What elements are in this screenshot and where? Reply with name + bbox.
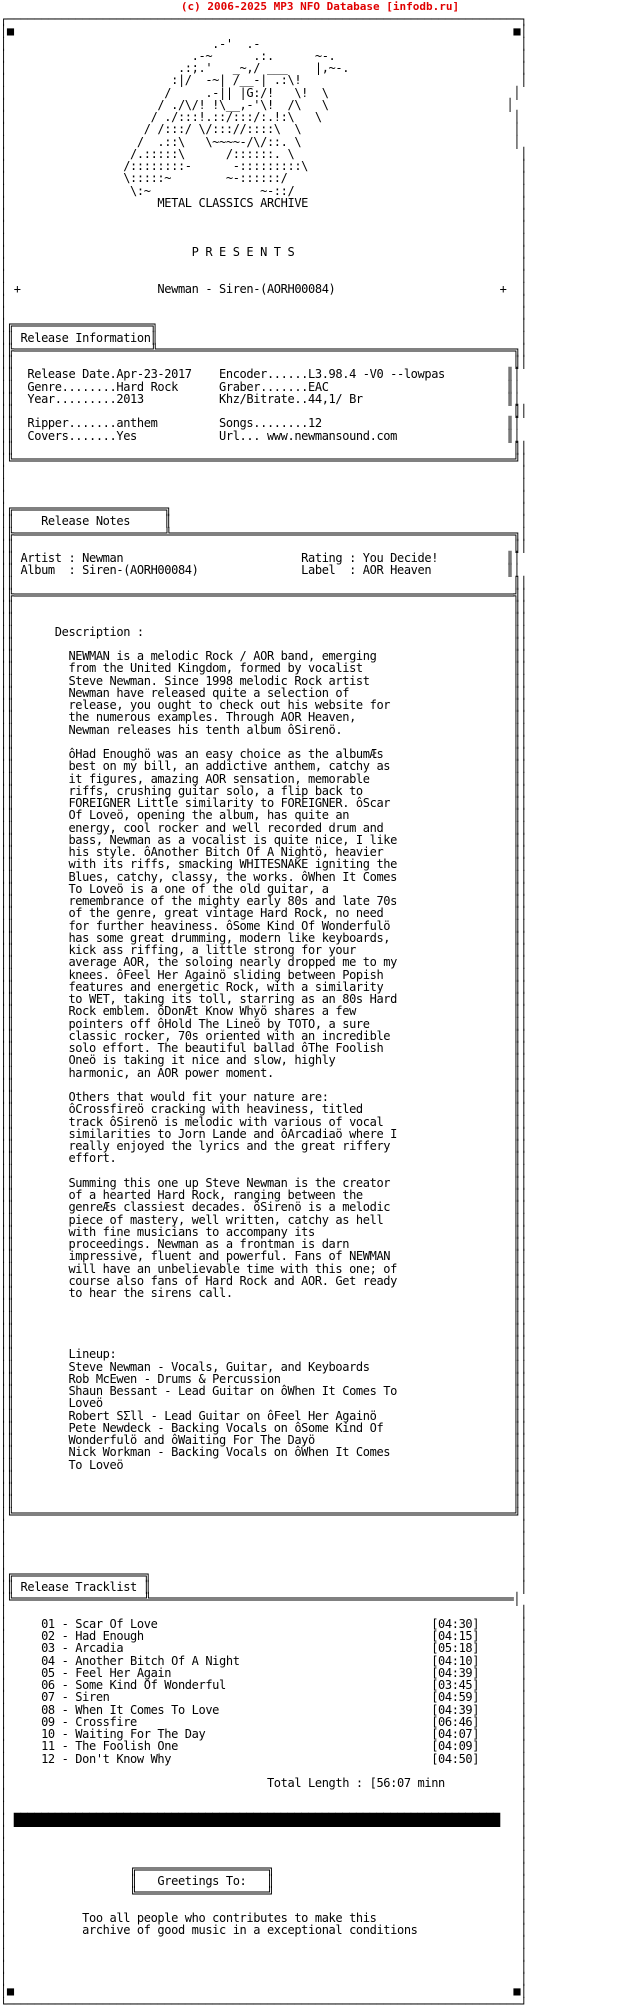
site-copyright-header: (c) 2006-2025 MP3 NFO Database [infodb.ru] [180,0,460,13]
nfo-text-body: ┌───────────────────────────────────────────────────────────────────────────┐ │■ ■│ │ .-' .- │ │ .-~ .:. ~-. │ │ .:;.' _~,/ ___ |,~-. │ │ :|/ -~| /__-| .:\! │ │ / .-|| |G:/! \! \ │ │ / ./\/! !\__,-'\! /\ \ │ │ / ./:::!.::/:::/:.!:\ \ │ │ / /:::/ \/::://::::\ \ │ │ / .::\ \~~~~-/\/::. \ │ │ /.:::::\ /::::::. \ │ │ /::::::::- -:::::::::\ │ │ \:::::~ ~-::::::/ │ │ \:~ ~-::/ │ │ METAL CLASSICS ARCHIVE │ │ │ │ │ │ │ │ P R E S E N T S │ │ │ │ │ │ + Newman - Siren-(AORH00084) + │ │ │ │ │ │╔════════════════════╗ │ │║ Release Information║ │ │╠════════════════════╩════════════════════════════════════════════════════╗│ │║ ║│ │║ Release Date.Apr-23-2017 Encoder......L3.98.4 -V0 --lowpas ║│ │║ Genre........Hard Rock Graber.......EAC ║│ │║ Year.........2013 Khz/Bitrate..44,1/ Br ║│ │║ ║│ │║ Ripper.......anthem Songs........12 ║│ │║ Covers.......Yes Url... www.newmansound.com ║│ │║ ║│ │╚═════════════════════════════════════════════════════════════════════════╝│ │ │ │ │ │ │ │╔══════════════════════╗ │ │║ Release Notes ║ │ │╠══════════════════════╩══════════════════════════════════════════════════╗│ │║ ║│ │║ Artist : Newman Rating : You Decide! ║│ │║ Album : Siren-(AORH00084) Label : AOR Heaven ║│ │║ ║│ │╠═════════════════════════════════════════════════════════════════════════╣│ │║ ║│ │║ ║│ │║ Description : ║│ │║ ║│ │║ NEWMAN is a melodic Rock / AOR band, emerging ║│ │║ from the United Kingdom, formed by vocalist ║│ │║ Steve Newman. Since 1998 melodic Rock artist ║│ │║ Newman have released quite a selection of ║│ │║ release, you ought to check out his website for ║│ │║ the numerous examples. Through AOR Heaven, ║│ │║ Newman releases his tenth album ôSirenö. ║│ │║ ║│ │║ ôHad Enoughö was an easy choice as the albumÆs ║│ │║ best on my bill, an addictive anthem, catchy as ║│ │║ it figures, amazing AOR sensation, memorable ║│ │║ riffs, crushing guitar solo, a flip back to ║│ │║ FOREIGNER Little similarity to FOREIGNER. ôScar ║│ │║ Of Loveö, opening the album, has quite an ║│ │║ energy, cool rocker and well recorded drum and ║│ │║ bass, Newman as a vocalist is quite nice, I like ║│ │║ his style. ôAnother Bitch Of A Nightö, heavier ║│ │║ with its riffs, smacking WHITESNAKE igniting the ║│ │║ Blues, catchy, classy, the works. ôWhen It Comes ║│ │║ To Loveö is a one of the old guitar, a ║│ │║ remembrance of the mighty early 80s and late 70s ║│ │║ of the genre, great vintage Hard Rock, no need ║│ │║ for further heaviness. ôSome Kind Of Wonderfulö ║│ │║ has some great drumming, modern like keyboards, ║│ │║ kick ass riffing, a little strong for your ║│ │║ average AOR, the soloing nearly dropped me to my ║│ │║ knees. ôFeel Her Againö sliding between Popish ║│ │║ features and energetic Rock, with a similarity ║│ │║ to WET, taking its toll, starring as an 80s Hard ║│ │║ Rock emblem. ôDonÆt Know Whyö shares a few ║│ │║ pointers off ôHold The Lineö by TOTO, a sure ║│ │║ classic rocker, 70s oriented with an incredible ║│ │║ solo effort. The beautiful ballad ôThe Foolish ║│ │║ Oneö is taking it nice and slow, highly ║│ │║ harmonic, an AOR power moment. ║│ │║ ║│ │║ Others that would fit your nature are: ║│ │║ ôCrossfireö cracking with heaviness, titled ║│ │║ track ôSirenö is melodic with various of vocal ║│ │║ similarities to Jorn Lande and ôArcadiaö where I ║│ │║ really enjoyed the lyrics and the great riffery ║│ │║ effort. ║│ │║ ║│ │║ Summing this one up Steve Newman is the creator ║│ │║ of a hearted Hard Rock, ranging between the ║│ │║ genreÆs classiest decades. ôSirenö is a melodic ║│ │║ piece of mastery, well written, catchy as hell ║│ │║ with fine musicians to accompany its ║│ │║ proceedings. Newman as a frontman is darn ║│ │║ impressive, fluent and powerful. Fans of NEWMAN ║│ │║ will have an unbelievable time with this one; of ║│ │║ course also fans of Hard Rock and AOR. Get ready ║│ │║ to hear the sirens call. ║│ │║ ║│ │║ ║│ │║ ║│ │║ ║│ │║ Lineup: ║│ │║ Steve Newman - Vocals, Guitar, and Keyboards ║│ │║ Rob McEwen - Drums & Percussion ║│ │║ Shaun Bessant - Lead Guitar on ôWhen It Comes To ║│ │║ Loveö ║│ │║ Robert SΣll - Lead Guitar on ôFeel Her Againö ║│ │║ Pete Newdeck - Backing Vocals on ôSome Kind Of ║│ │║ Wonderfulö and ôWaiting For The Dayö ║│ │║ Nick Workman - Backing Vocals on ôWhen It Comes ║│ │║ To Loveö ║│ │║ ║│ │║ ║│ │║ ║│ │╚═════════════════════════════════════════════════════════════════════════╝│ │ │ │ │ │ │ │ │ │╔═══════════════════╗ │ │║ Release Tracklist ║ │ │╚═══════════════════╩═════════════════════════════════════════════════════│ │ │ │ 01 - Scar Of Love [04:30] │ │ 02 - Had Enough [04:15] │ │ 03 - Arcadia [05:18] │ │ 04 - Another Bitch Of A Night [04:10] │ │ 05 - Feel Her Again [04:39] │ │ 06 - Some Kind Of Wonderful [03:45] │ │ 07 - Siren [04:59] │ │ 08 - When It Comes To Love [04:39] │ │ 09 - Crossfire [06:46] │ │ 10 - Waiting For The Day [04:07] │ │ 11 - The Foolish One [04:09] │ │ 12 - Don't Know Why [04:50] │ │ │ │ Total Length : [56:07 minn │ │ │ │ │ │ ███████████████████████████████████████████████████████████████████████ │ │ │ │ │ │ │ │ ╔═══════════════════╗ │ │ ║ Greetings To: ║ │ │ ╚═══════════════════╝ │ │ │ │ Too all people who contributes to make this │ │ archive of good music in a exceptional conditions │ │ │ │ │ │ │ │ │ │■ ■│ └───────────────────────────────────────────────────────────────────────────┘ [0,12,528,2011]
